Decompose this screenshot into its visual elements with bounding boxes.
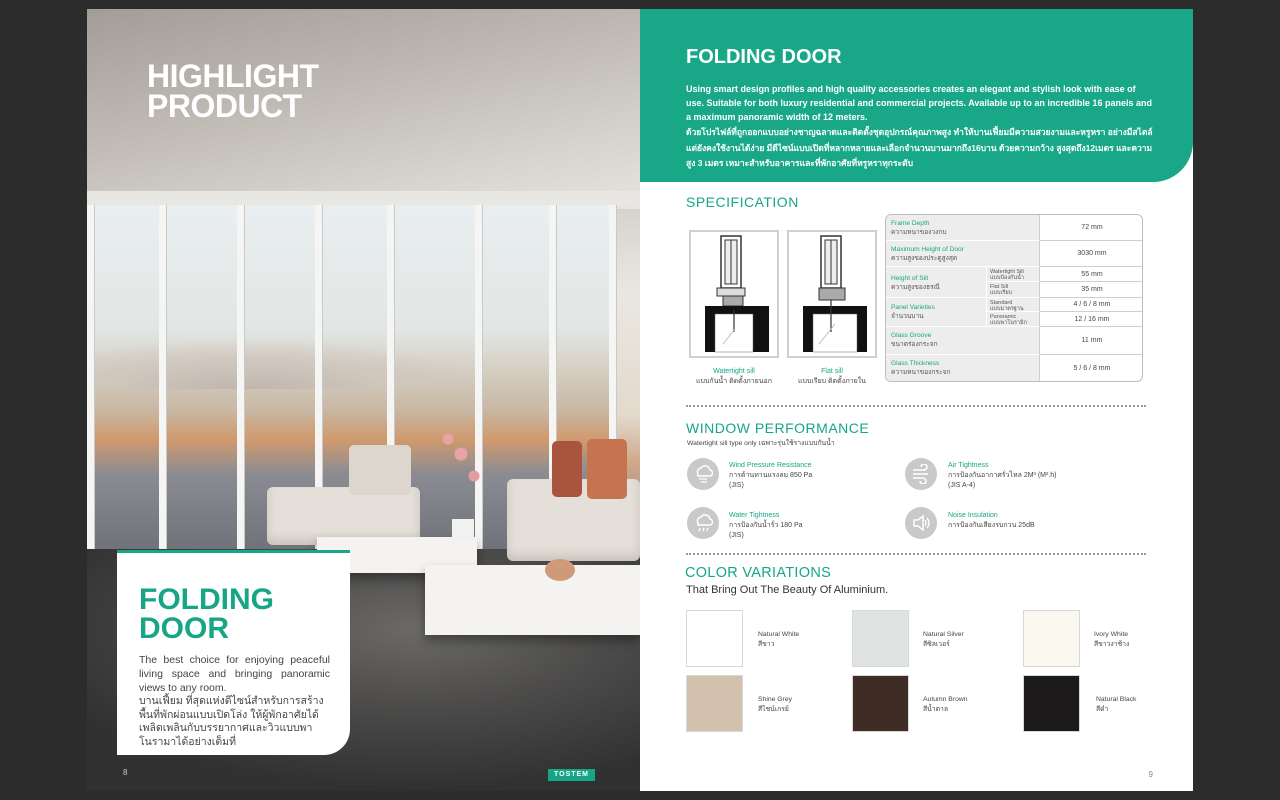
decor-ball-photo xyxy=(545,559,575,581)
card-title: FOLDING DOOR xyxy=(139,583,274,645)
card-description-th: บานเฟี้ยม ที่สุดแห่งดีไซน์สำหรับการสร้างพื้นที่พักผ่อนแบบเปิดโล่ง ให้ผู้พักอาศัยได้เพลิดเพลินกับบรรยากาศและวิวแบบพาโนรามาได้อย่างเต็มที่ xyxy=(139,695,324,748)
brand-logo: TOSTEM xyxy=(548,769,595,781)
noise-insulation-icon xyxy=(905,507,937,539)
swatch-natural-silver xyxy=(852,610,909,667)
spec-sublabel: Standard แบบมาตรฐาน xyxy=(986,298,1039,312)
highlight-title: HIGHLIGHT PRODUCT xyxy=(147,58,319,124)
sill-section-icon xyxy=(693,234,777,356)
water-tightness-icon xyxy=(687,507,719,539)
spec-sublabel: Watertight Sill แบบป้องกันน้ำ xyxy=(986,267,1039,282)
water-tightness-text: Water Tightness การป้องกันน้ำรั่ว 180 Pa (JIS) xyxy=(729,512,803,539)
swatch-label: Autumn Brown สีน้ำตาล xyxy=(923,696,968,713)
intro-en: Using smart design profiles and high quality accessories creates an elegant and stylish look with ease of use. Suitable for both luxury residential and commercial projects. Available up to an incredible 16 panels and a maximum panoramic width of 12 meters. xyxy=(686,84,1152,122)
left-page xyxy=(87,9,640,791)
color-variations-heading: COLOR VARIATIONS xyxy=(685,565,832,581)
section-divider xyxy=(686,405,1146,407)
door-frame xyxy=(237,205,244,560)
wind-pressure-text: Wind Pressure Resistance การต้านทานแรงลม 850 Pa (JIS) xyxy=(729,462,813,489)
air-tightness-text: Air Tightness การป้องกันอากาศรั่วไหล 2M³ (M².h) (JIS A-4) xyxy=(948,462,1057,489)
folding-door-card xyxy=(117,550,350,755)
watertight-sill-caption: Watertight sill แบบกันน้ำ ติดตั้งภายนอก xyxy=(695,368,772,385)
swatch-label: Shine Grey สีไชน์เกรย์ xyxy=(758,696,793,713)
card-description-en: The best choice for enjoying peaceful living space and bringing panoramic views to any room. xyxy=(139,654,330,694)
pillow-photo xyxy=(587,439,627,499)
swatch-ivory-white xyxy=(1023,610,1080,667)
sill-section-icon xyxy=(791,234,875,356)
spec-value: 35 mm xyxy=(1039,282,1143,298)
spec-value: 4 / 6 / 8 mm xyxy=(1039,298,1143,312)
intro-th: ด้วยโปรไฟล์ที่ถูกออกแบบอย่างชาญฉลาดและติดตั้งชุดอุปกรณ์คุณภาพสูง ทำให้บานเฟี้ยมมีความสวยงามและหรูหรา อย่างมีสไตล์ แต่ยังคงใช้งานได้ง่าย มีดีไซน์แบบเปิดที่หลากหลายและเลือกจำนวนบานมากถึง16บาน ด้วยความกว้าง สูงสุดถึง12เมตร และความสูง 3 เมตร เหมาะสำหรับอาคารและที่พักอาศัยที่หรูหราทุกระดับ xyxy=(686,127,1153,168)
spec-value: 11 mm xyxy=(1039,327,1143,355)
spec-label-frame-depth: Frame Depth ความหนาของวงกบ xyxy=(886,215,1039,241)
brochure-spread xyxy=(87,9,1193,791)
swatch-autumn-brown xyxy=(852,675,909,732)
spec-value: 5 / 6 / 8 mm xyxy=(1039,355,1143,382)
swatch-shine-grey xyxy=(686,675,743,732)
spec-value: 55 mm xyxy=(1039,267,1143,282)
pillow-photo xyxy=(552,441,582,497)
spec-sublabel: Panoramic แบบพาโนรามิก xyxy=(986,312,1039,327)
specification-heading: SPECIFICATION xyxy=(686,194,799,210)
door-frame xyxy=(159,205,166,560)
mountain-photo xyxy=(87,309,617,389)
spec-label-sill: Height of Sill ความสูงของธรณี xyxy=(886,267,986,298)
watertight-sill-drawing xyxy=(689,230,779,358)
page-number: 9 xyxy=(1148,770,1153,779)
color-variations-subtitle: That Bring Out The Beauty Of Aluminium. xyxy=(686,584,889,596)
product-header xyxy=(640,9,1193,182)
window-performance-heading: WINDOW PERFORMANCE xyxy=(686,420,870,436)
section-divider xyxy=(686,553,1146,555)
window-performance-note: Watertight sill type only เฉพาะรุ่นใช้รางแบบกันน้ำ xyxy=(687,440,835,447)
swatch-label: Ivory White สีขาวงาช้าง xyxy=(1094,631,1130,648)
coffee-table-photo xyxy=(425,565,640,635)
air-tightness-icon xyxy=(905,458,937,490)
wind-pressure-icon xyxy=(687,458,719,490)
noise-insulation-text: Noise Insulation การป้องกันเสียงรบกวน 25dB xyxy=(948,512,1035,529)
swatch-label: Natural Black สีดำ xyxy=(1096,696,1137,713)
spec-label-glass-groove: Glass Groove ขนาดร่องกระจก xyxy=(886,327,1039,355)
swatch-label: Natural Silver สีซิลเวอร์ xyxy=(923,631,964,648)
right-page xyxy=(640,9,1193,791)
page-title: FOLDING DOOR xyxy=(686,46,842,68)
specification-table xyxy=(885,214,1143,382)
flat-sill-drawing xyxy=(787,230,877,358)
flower-photo xyxy=(436,424,486,524)
swatch-natural-black xyxy=(1023,675,1080,732)
spec-label-panel: Panel Varieties จำนวนบาน xyxy=(886,298,986,327)
spec-label-glass-thickness: Glass Thickness ความหนาของกระจก xyxy=(886,355,1039,382)
spec-value: 12 / 16 mm xyxy=(1039,312,1143,327)
swatch-label: Natural White สีขาว xyxy=(758,631,800,648)
spec-sublabel: Flat Sill แบบเรียบ xyxy=(986,282,1039,298)
flat-sill-caption: Flat sill แบบเรียบ ติดตั้งภายใน xyxy=(798,368,866,385)
page-number: 8 xyxy=(123,768,128,777)
spec-value: 3030 mm xyxy=(1039,241,1143,267)
pillow-photo xyxy=(349,445,411,495)
spec-value: 72 mm xyxy=(1039,215,1143,241)
spec-label-max-height: Maximum Height of Door ความสูงของประตูสูงสุด xyxy=(886,241,1039,267)
door-frame xyxy=(87,205,94,560)
swatch-natural-white xyxy=(686,610,743,667)
